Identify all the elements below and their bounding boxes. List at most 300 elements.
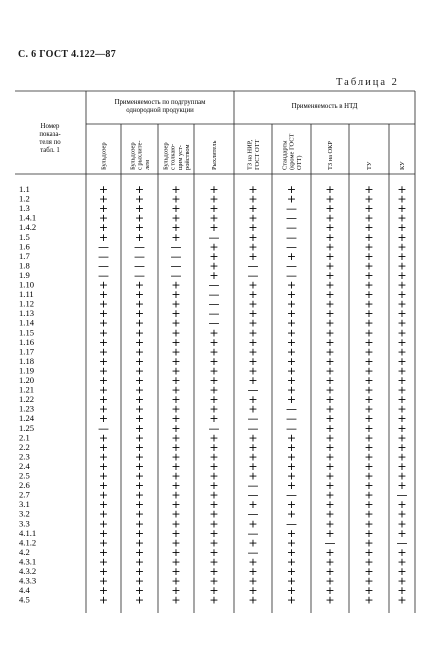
cell-mark: +: [397, 354, 407, 368]
cell-mark: +: [397, 383, 407, 397]
cell-mark: +: [171, 498, 181, 512]
cell-mark: +: [325, 278, 335, 292]
cell-mark: +: [364, 412, 374, 426]
cell-mark: +: [209, 249, 219, 263]
cell-mark: +: [98, 202, 109, 216]
cell-mark: +: [209, 412, 219, 426]
cell-mark: +: [364, 335, 374, 349]
cell-mark: +: [248, 335, 258, 349]
cell-mark: +: [397, 335, 407, 349]
cell-mark: +: [397, 421, 407, 435]
cell-mark: +: [171, 230, 181, 244]
cell-mark: +: [171, 574, 181, 588]
cell-mark: +: [98, 545, 109, 559]
cell-mark: +: [134, 326, 145, 340]
cell-mark: +: [286, 450, 297, 464]
cell-mark: +: [248, 345, 258, 359]
cell-mark: +: [98, 507, 109, 521]
cell-mark: +: [364, 192, 374, 206]
cell-mark: +: [209, 479, 219, 493]
cell-mark: +: [98, 517, 109, 531]
cell-mark: +: [397, 288, 407, 302]
cell-mark: +: [134, 545, 145, 559]
cell-mark: —: [286, 259, 297, 273]
cell-mark: +: [134, 202, 145, 216]
cell-mark: +: [397, 440, 407, 454]
cell-mark: +: [171, 421, 181, 435]
cell-mark: —: [208, 288, 220, 302]
cell-mark: +: [209, 202, 219, 216]
column-header-line: с толкаю-: [169, 143, 177, 170]
cell-mark: +: [134, 297, 145, 311]
cell-mark: —: [134, 268, 145, 282]
row-label: 1.17: [19, 346, 35, 357]
cell-mark: +: [171, 202, 181, 216]
cell-mark: +: [364, 574, 374, 588]
row-label: 1.5: [19, 231, 30, 242]
stub-header-line: теля по: [39, 139, 61, 146]
cell-mark: +: [364, 345, 374, 359]
cell-mark: +: [325, 412, 335, 426]
cell-mark: +: [397, 364, 407, 378]
cell-mark: +: [286, 545, 297, 559]
cell-mark: +: [325, 393, 335, 407]
column-header-line: Стандарты: [281, 140, 289, 170]
cell-mark: +: [397, 431, 407, 445]
cell-mark: +: [134, 574, 145, 588]
cell-mark: +: [209, 450, 219, 464]
cell-mark: +: [325, 307, 335, 321]
cell-mark: +: [134, 307, 145, 321]
cell-mark: +: [209, 498, 219, 512]
cell-mark: +: [171, 183, 181, 196]
cell-mark: +: [134, 507, 145, 521]
cell-mark: +: [364, 507, 374, 521]
row-label: 1.2: [19, 193, 30, 204]
cell-mark: +: [209, 574, 219, 588]
stub-header-line: Номер: [40, 123, 60, 130]
row-label: 1.15: [19, 327, 35, 338]
cell-mark: +: [325, 326, 335, 340]
column-header-line: Бульдозер: [162, 142, 170, 170]
cell-mark: +: [286, 288, 297, 302]
cell-mark: +: [397, 574, 407, 588]
cell-mark: +: [364, 297, 374, 311]
cell-mark: +: [171, 584, 181, 598]
cell-mark: +: [364, 278, 374, 292]
cell-mark: +: [325, 479, 335, 493]
cell-mark: +: [325, 288, 335, 302]
cell-mark: +: [171, 278, 181, 292]
cell-mark: +: [248, 593, 258, 607]
cell-mark: +: [171, 440, 181, 454]
cell-mark: +: [397, 393, 407, 407]
cell-mark: +: [397, 555, 407, 569]
cell-mark: +: [134, 593, 145, 607]
cell-mark: +: [248, 517, 258, 531]
cell-mark: +: [98, 536, 109, 550]
cell-mark: —: [98, 421, 109, 435]
cell-mark: +: [325, 374, 335, 387]
column-header-line: КУ: [399, 161, 407, 170]
cell-mark: +: [325, 459, 335, 473]
group1-header-line: однородной продукции: [126, 107, 194, 114]
row-label: 1.7: [19, 250, 30, 261]
cell-mark: —: [98, 240, 109, 254]
cell-mark: +: [364, 202, 374, 216]
cell-mark: +: [364, 555, 374, 569]
cell-mark: +: [209, 383, 219, 397]
cell-mark: +: [248, 393, 258, 407]
cell-mark: +: [248, 278, 258, 292]
cell-mark: +: [98, 498, 109, 512]
row-label: 1.4.1: [19, 212, 37, 223]
cell-mark: —: [286, 517, 297, 531]
row-label: 2.6: [19, 480, 30, 491]
cell-mark: +: [134, 479, 145, 493]
cell-mark: +: [98, 402, 109, 416]
cell-mark: +: [98, 555, 109, 569]
row-label: 1.19: [19, 365, 35, 376]
column-header-line: ТУ: [366, 161, 374, 170]
cell-mark: +: [98, 335, 109, 349]
cell-mark: —: [286, 221, 297, 235]
cell-mark: +: [397, 316, 407, 330]
table-caption: Таблица 2: [336, 77, 399, 88]
row-label: 1.1: [19, 184, 30, 194]
cell-mark: +: [171, 450, 181, 464]
cell-mark: +: [248, 459, 258, 473]
cell-mark: +: [325, 268, 335, 282]
cell-mark: +: [248, 230, 258, 244]
row-label: 1.24: [19, 413, 35, 424]
cell-mark: +: [248, 498, 258, 512]
cell-mark: +: [364, 221, 374, 235]
cell-mark: +: [209, 431, 219, 445]
cell-mark: +: [325, 555, 335, 569]
cell-mark: +: [248, 221, 258, 235]
cell-mark: +: [325, 440, 335, 454]
cell-mark: +: [171, 479, 181, 493]
cell-mark: +: [325, 221, 335, 235]
cell-mark: +: [209, 345, 219, 359]
cell-mark: +: [364, 393, 374, 407]
cell-mark: —: [170, 249, 182, 263]
cell-mark: +: [134, 517, 145, 531]
cell-mark: +: [209, 393, 219, 407]
cell-mark: +: [134, 565, 145, 578]
cell-mark: —: [247, 383, 259, 397]
cell-mark: +: [209, 221, 219, 235]
page-header: С. 6 ГОСТ 4.122—87: [18, 49, 117, 60]
cell-mark: +: [134, 459, 145, 473]
cell-mark: +: [286, 354, 297, 368]
cell-mark: —: [396, 488, 408, 502]
cell-mark: +: [209, 536, 219, 550]
row-label: 1.12: [19, 298, 35, 309]
cell-mark: +: [364, 479, 374, 493]
cell-mark: +: [98, 221, 109, 235]
cell-mark: +: [397, 402, 407, 416]
cell-mark: +: [171, 297, 181, 311]
cell-mark: +: [325, 517, 335, 531]
cell-mark: +: [171, 316, 181, 330]
cell-mark: +: [286, 593, 297, 607]
cell-mark: +: [171, 354, 181, 368]
cell-mark: +: [209, 565, 219, 578]
cell-mark: +: [134, 431, 145, 445]
cell-mark: +: [286, 278, 297, 292]
cell-mark: +: [325, 249, 335, 263]
column-header-line: с рыхлите-: [136, 140, 144, 170]
cell-mark: +: [325, 192, 335, 206]
cell-mark: +: [134, 230, 145, 244]
cell-mark: +: [397, 202, 407, 216]
cell-mark: +: [286, 555, 297, 569]
cell-mark: +: [248, 469, 258, 483]
cell-mark: +: [171, 459, 181, 473]
cell-mark: +: [364, 450, 374, 464]
cell-mark: —: [208, 307, 220, 321]
cell-mark: +: [364, 326, 374, 340]
cell-mark: +: [134, 498, 145, 512]
cell-mark: +: [286, 584, 297, 598]
row-label: 4.4: [19, 585, 30, 596]
cell-mark: +: [209, 192, 219, 206]
cell-mark: +: [134, 555, 145, 569]
cell-mark: +: [364, 249, 374, 263]
cell-mark: +: [364, 440, 374, 454]
cell-mark: —: [134, 259, 145, 273]
cell-mark: +: [325, 498, 335, 512]
cell-mark: +: [397, 584, 407, 598]
row-label: 1.21: [19, 384, 35, 395]
cell-mark: +: [171, 402, 181, 416]
cell-mark: +: [286, 326, 297, 340]
cell-mark: +: [171, 307, 181, 321]
row-label: 3.3: [19, 518, 30, 529]
column-header-line: ТЗ на ОКР: [327, 141, 335, 170]
cell-mark: +: [98, 278, 109, 292]
cell-mark: +: [325, 345, 335, 359]
cell-mark: +: [209, 440, 219, 454]
cell-mark: +: [286, 536, 297, 550]
cell-mark: +: [325, 316, 335, 330]
cell-mark: +: [364, 517, 374, 531]
cell-mark: —: [208, 421, 220, 435]
cell-mark: +: [325, 593, 335, 607]
cell-mark: —: [208, 230, 220, 244]
cell-mark: +: [325, 202, 335, 216]
cell-mark: —: [247, 268, 259, 282]
cell-mark: +: [209, 259, 219, 273]
cell-mark: —: [208, 316, 220, 330]
cell-mark: +: [286, 316, 297, 330]
column-header-line: лем: [143, 159, 151, 170]
cell-mark: +: [286, 364, 297, 378]
cell-mark: +: [171, 383, 181, 397]
cell-mark: +: [364, 402, 374, 416]
cell-mark: +: [248, 574, 258, 588]
cell-mark: +: [98, 288, 109, 302]
cell-mark: +: [397, 479, 407, 493]
cell-mark: +: [248, 297, 258, 311]
cell-mark: +: [134, 345, 145, 359]
cell-mark: +: [286, 498, 297, 512]
cell-mark: —: [286, 240, 297, 254]
cell-mark: +: [286, 335, 297, 349]
row-label: 1.23: [19, 403, 35, 414]
cell-mark: +: [98, 526, 109, 540]
cell-mark: +: [98, 383, 109, 397]
row-label: 1.11: [19, 289, 34, 300]
cell-mark: +: [134, 450, 145, 464]
cell-mark: +: [397, 450, 407, 464]
cell-mark: +: [98, 431, 109, 445]
cell-mark: +: [209, 593, 219, 607]
cell-mark: +: [397, 469, 407, 483]
cell-mark: +: [364, 383, 374, 397]
row-label: 4.3.1: [19, 556, 37, 567]
cell-mark: +: [134, 354, 145, 368]
cell-mark: +: [397, 345, 407, 359]
cell-mark: +: [364, 268, 374, 282]
cell-mark: +: [134, 469, 145, 483]
cell-mark: +: [171, 374, 181, 387]
cell-mark: +: [325, 431, 335, 445]
cell-mark: —: [247, 507, 259, 521]
cell-mark: —: [286, 421, 297, 435]
cell-mark: +: [364, 259, 374, 273]
row-label: 1.4.2: [19, 222, 37, 233]
cell-mark: +: [248, 536, 258, 550]
row-label: 4.5: [19, 594, 30, 605]
cell-mark: +: [98, 183, 109, 196]
column-header-line: Бульдозер: [129, 142, 137, 170]
cell-mark: +: [98, 565, 109, 578]
column-header-line: Рыхлитель: [211, 140, 219, 170]
stub-header-line: табл. 1: [40, 147, 60, 154]
cell-mark: +: [134, 536, 145, 550]
cell-mark: +: [325, 354, 335, 368]
cell-mark: +: [248, 450, 258, 464]
row-label: 2.5: [19, 470, 30, 481]
row-label: 1.8: [19, 260, 30, 271]
cell-mark: +: [325, 574, 335, 588]
cell-mark: +: [397, 259, 407, 273]
row-label: 1.25: [19, 422, 35, 433]
cell-mark: +: [397, 278, 407, 292]
cell-mark: +: [171, 488, 181, 502]
cell-mark: +: [364, 536, 374, 550]
cell-mark: +: [171, 517, 181, 531]
cell-mark: +: [209, 459, 219, 473]
cell-mark: +: [286, 183, 297, 196]
cell-mark: +: [248, 440, 258, 454]
cell-mark: +: [325, 402, 335, 416]
row-label: 3.1: [19, 499, 30, 510]
cell-mark: +: [171, 469, 181, 483]
cell-mark: +: [171, 565, 181, 578]
cell-mark: +: [171, 412, 181, 426]
cell-mark: —: [98, 249, 109, 263]
cell-mark: +: [98, 574, 109, 588]
cell-mark: +: [248, 364, 258, 378]
cell-mark: +: [171, 507, 181, 521]
cell-mark: —: [98, 259, 109, 273]
cell-mark: +: [325, 230, 335, 244]
row-label: 4.2: [19, 546, 30, 557]
cell-mark: +: [325, 297, 335, 311]
cell-mark: +: [134, 288, 145, 302]
cell-mark: +: [98, 307, 109, 321]
cell-mark: +: [209, 555, 219, 569]
cell-mark: —: [286, 402, 297, 416]
cell-mark: —: [286, 202, 297, 216]
cell-mark: +: [364, 421, 374, 435]
cell-mark: +: [397, 545, 407, 559]
cell-mark: +: [209, 326, 219, 340]
cell-mark: +: [286, 345, 297, 359]
cell-mark: +: [325, 507, 335, 521]
cell-mark: +: [134, 364, 145, 378]
row-label: 4.3.3: [19, 575, 37, 586]
cell-mark: +: [397, 297, 407, 311]
cell-mark: +: [286, 393, 297, 407]
cell-mark: +: [248, 431, 258, 445]
cell-mark: +: [209, 354, 219, 368]
cell-mark: +: [171, 593, 181, 607]
cell-mark: +: [397, 507, 407, 521]
cell-mark: +: [325, 364, 335, 378]
cell-mark: +: [364, 211, 374, 225]
cell-mark: —: [170, 259, 182, 273]
cell-mark: +: [397, 517, 407, 531]
cell-mark: +: [364, 498, 374, 512]
cell-mark: +: [325, 259, 335, 273]
cell-mark: +: [286, 307, 297, 321]
row-label: 1.3: [19, 203, 30, 214]
column-header-line: ройством: [184, 144, 191, 170]
cell-mark: +: [325, 335, 335, 349]
cell-mark: +: [134, 488, 145, 502]
cell-mark: +: [134, 335, 145, 349]
cell-mark: +: [171, 326, 181, 340]
cell-mark: +: [364, 593, 374, 607]
cell-mark: +: [98, 393, 109, 407]
row-label: 2.3: [19, 451, 30, 462]
cell-mark: +: [397, 230, 407, 244]
cell-mark: +: [248, 202, 258, 216]
group1-header-line: Применяемость по подгруппам: [114, 99, 206, 106]
cell-mark: +: [171, 211, 181, 225]
cell-mark: +: [248, 211, 258, 225]
cell-mark: +: [134, 526, 145, 540]
cell-mark: +: [325, 488, 335, 502]
cell-mark: +: [286, 383, 297, 397]
cell-mark: +: [98, 211, 109, 225]
cell-mark: +: [171, 431, 181, 445]
cell-mark: +: [364, 288, 374, 302]
cell-mark: +: [134, 316, 145, 330]
cell-mark: +: [397, 307, 407, 321]
cell-mark: +: [397, 240, 407, 254]
cell-mark: +: [98, 230, 109, 244]
cell-mark: +: [98, 488, 109, 502]
row-label: 4.3.2: [19, 566, 37, 576]
cell-mark: +: [209, 335, 219, 349]
cell-mark: +: [325, 211, 335, 225]
